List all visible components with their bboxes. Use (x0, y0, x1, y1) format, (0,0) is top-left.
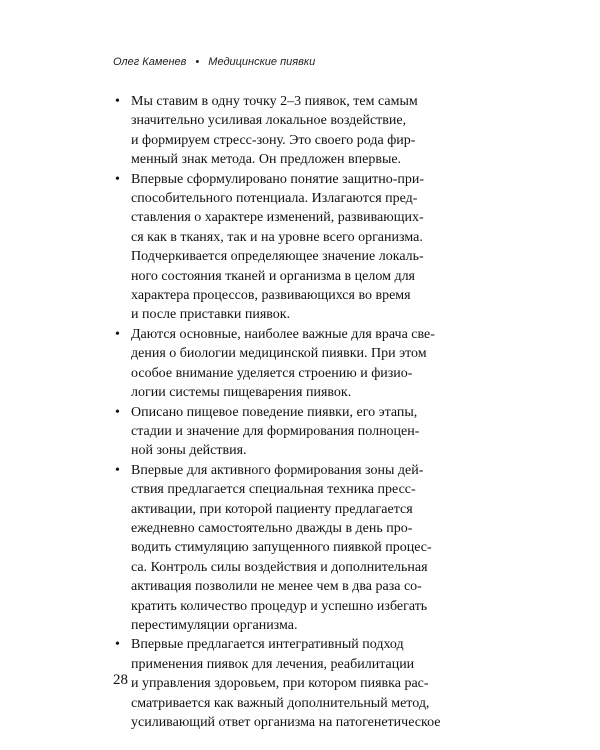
text-line: • Даются основные, наиболее важные для врача све- (131, 326, 435, 342)
text-line: активации, при которой пациенту предлагается (131, 501, 413, 517)
text-line: • Впервые для активного формирования зоны дей- (131, 462, 424, 478)
text-line: активация позволили не менее чем в два раза со- (131, 579, 422, 595)
text-line: ствия предлагается специальная техника пресс- (131, 482, 416, 498)
text-line: стадии и значение для формирования полноцен- (131, 423, 420, 439)
text-line: Подчеркивается определяющее значение локаль- (131, 249, 424, 265)
text-line: ной зоны действия. (131, 443, 247, 459)
text-line: • Впервые сформулировано понятие защитно-при- (131, 171, 425, 187)
list-item (113, 403, 479, 461)
text-line: водить стимуляцию запущенного пиявкой процес- (131, 540, 432, 556)
running-head (113, 56, 315, 68)
bullet-list (113, 92, 479, 732)
list-item (113, 461, 479, 636)
list-item (113, 92, 479, 170)
page-number: 28 (113, 672, 128, 688)
running-head-separator: • (195, 56, 200, 68)
text-line: и формируем стресс-зону. Это своего рода фир- (131, 132, 416, 148)
text-line: способительного потенциала. Излагаются пред- (131, 191, 418, 207)
text-line: менный знак метода. Он предложен впервые. (131, 152, 402, 168)
text-line: и управления здоровьем, при котором пиявка рас- (131, 676, 429, 692)
text-line: • Впервые предлагается интегративный подход (131, 637, 404, 653)
list-item (113, 635, 479, 732)
text-line: усиливающий ответ организма на патогенетическое (131, 715, 441, 730)
text-line: значительно усиливая локальное воздействие, (131, 113, 407, 129)
list-item (113, 170, 479, 325)
text-line: ежедневно самостоятельно дважды в день про- (131, 520, 413, 536)
text-line: и после приставки пиявок. (131, 307, 291, 323)
text-line: ного состояния тканей и организма в целом для (131, 268, 415, 284)
text-line: дения о биологии медицинской пиявки. При этом (131, 346, 427, 362)
text-line: особое внимание уделяется строению и физио- (131, 365, 413, 381)
text-line: са. Контроль силы воздействия и дополнительная (131, 559, 428, 575)
text-line: ставления о характере изменений, развивающих- (131, 210, 424, 226)
list-item (113, 325, 479, 403)
text-line: ся как в тканях, так и на уровне всего организма. (131, 229, 423, 245)
text-line: применения пиявок для лечения, реабилитации (131, 656, 415, 672)
text-line: перестимуляции организма. (131, 617, 298, 633)
text-line: кратить количество процедур и успешно избегать (131, 598, 428, 614)
running-head-title: Медицинские пиявки (208, 56, 316, 68)
text-line: характера процессов, развивающихся во время (131, 288, 411, 304)
text-line: логии системы пищеварения пиявок. (131, 385, 352, 401)
text-line: • Описано пищевое поведение пиявки, его этапы, (131, 404, 418, 420)
running-head-author: Олег Каменев (113, 56, 187, 68)
text-line: • Мы ставим в одну точку 2–3 пиявок, тем самым (131, 94, 418, 109)
text-line: сматривается как важный дополнительный метод, (131, 695, 430, 711)
